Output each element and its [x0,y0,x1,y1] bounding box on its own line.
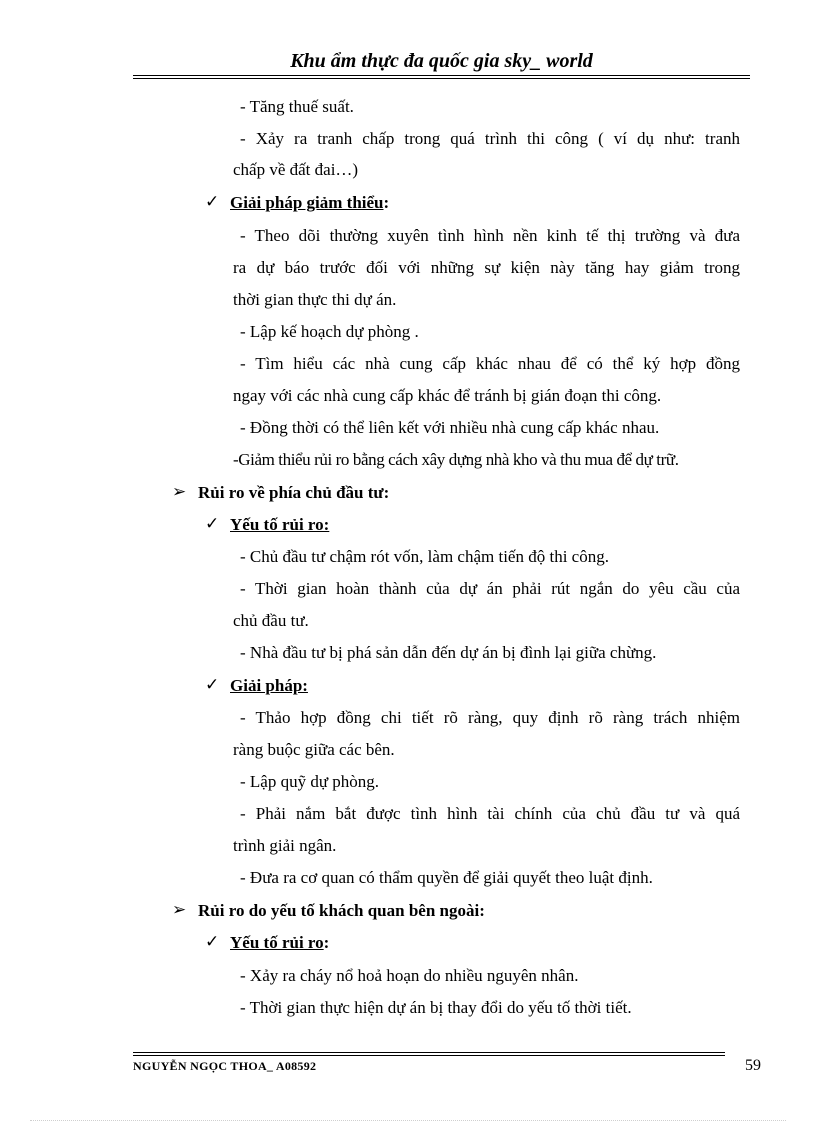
text-line: - Tìm hiểu các nhà cung cấp khác nhau để có thể ký hợp đồng [240,354,740,373]
text-line: - Thảo hợp đồng chi tiết rõ ràng, quy định rõ ràng trách nhiệm [240,708,740,727]
checkmark-icon: ✓ [205,932,220,952]
text-line: - Thời gian thực hiện dự án bị thay đổi do yếu tố thời tiết. [240,998,632,1017]
text-line: ngay với các nhà cung cấp khác để tránh bị gián đoạn thi công. [233,386,662,405]
footer-author: NGUYỄN NGỌC THOA_ A08592 [133,1059,317,1073]
arrow-bullet-icon: ➢ [172,482,187,502]
text-line: - Tăng thuế suất. [240,97,354,116]
subheading [230,513,329,537]
subheading-text: Giải pháp giảm thiểu [230,193,384,212]
text-line: - Nhà đầu tư bị phá sản dẫn đến dự án bị đình lại giữa chừng. [240,643,657,662]
text-line: - Đồng thời có thể liên kết với nhiều nhà cung cấp khác nhau. [240,418,660,437]
subheading [230,674,308,698]
arrow-bullet-icon: ➢ [172,900,187,920]
text-line: ràng buộc giữa các bên. [233,740,395,759]
text-line: trình giải ngân. [233,836,337,855]
checkmark-icon: ✓ [205,675,220,695]
text-line: chấp về đất đai…) [233,160,359,179]
text-line: - Phải nắm bắt được tình hình tài chính của chủ đầu tư và quá [240,804,740,823]
text-line: - Xảy ra cháy nổ hoả hoạn do nhiều nguyên nhân. [240,966,579,985]
text-line: - Lập kế hoạch dự phòng . [240,322,419,341]
subheading-text: Giải pháp: [230,676,308,695]
header-rule-bottom [133,78,750,79]
text-line: thời gian thực thi dự án. [233,290,397,309]
subheading [230,931,329,955]
section-heading: Rủi ro do yếu tố khách quan bên ngoài: [198,901,485,920]
footer-rule-bottom [133,1055,725,1056]
text-line: - Thời gian hoàn thành của dự án phải rút ngắn do yêu cầu của [240,579,740,598]
subheading-text: Yếu tố rủi ro [230,933,324,952]
footer-rule-top [133,1052,725,1053]
text-line: - Theo dõi thường xuyên tình hình nền kinh tế thị trường và đưa [240,226,740,245]
section-heading: Rủi ro về phía chủ đầu tư: [198,483,390,502]
text-line: ra dự báo trước đối với những sự kiện này tăng hay giảm trong [233,258,740,277]
subheading-text: Yếu tố rủi ro: [230,515,330,534]
bottom-dotted-border [30,1120,786,1121]
text-line: - Lập quỹ dự phòng. [240,772,380,791]
checkmark-icon: ✓ [205,514,220,534]
subheading-colon: : [383,193,390,212]
subheading-colon: : [323,933,330,952]
header-rule-top [133,75,750,76]
text-line: chủ đầu tư. [233,611,309,630]
page-header-title: Khu ẩm thực đa quốc gia sky_ world [290,50,593,72]
text-line: - Đưa ra cơ quan có thẩm quyền để giải quyết theo luật định. [240,868,653,887]
subheading [230,191,389,215]
checkmark-icon: ✓ [205,192,220,212]
text-line: - Xảy ra tranh chấp trong quá trình thi công ( ví dụ như: tranh [240,129,740,148]
page-number: 59 [745,1057,761,1074]
text-line: -Giảm thiểu rủi ro bằng cách xây dựng nhà kho và thu mua để dự trữ. [233,450,679,469]
text-line: - Chủ đầu tư chậm rót vốn, làm chậm tiến độ thi công. [240,547,609,566]
